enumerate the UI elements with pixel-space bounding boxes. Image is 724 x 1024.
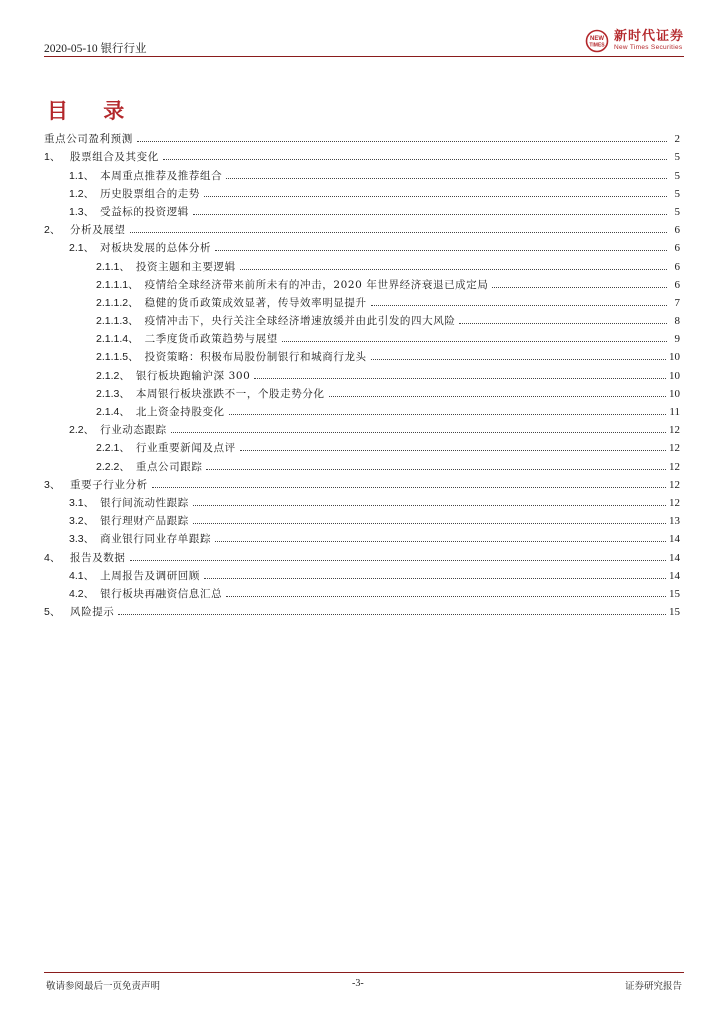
toc-entry-number: 2.1.1.1、 bbox=[96, 278, 139, 291]
toc-title: 目 录 bbox=[47, 99, 139, 123]
toc-entry[interactable] bbox=[44, 400, 680, 418]
toc-entry-number: 1.2、 bbox=[69, 187, 95, 200]
toc-leader-dots bbox=[171, 431, 666, 433]
toc-entry-title: 上周报告及调研回顾 bbox=[100, 569, 201, 582]
toc-entry[interactable] bbox=[44, 345, 680, 363]
toc-entry-title: 本周银行板块涨跌不一，个股走势分化 bbox=[135, 387, 325, 400]
toc-entry[interactable] bbox=[44, 291, 680, 309]
toc-entry[interactable] bbox=[44, 309, 680, 327]
toc-entry-title: 银行板块再融资信息汇总 bbox=[100, 587, 223, 600]
toc-entry[interactable] bbox=[44, 454, 680, 472]
toc-leader-dots bbox=[371, 358, 666, 360]
footer-divider bbox=[44, 972, 684, 973]
toc-entry-number: 2.1.1.4、 bbox=[96, 333, 139, 346]
toc-entry-page: 12 bbox=[669, 424, 680, 437]
toc-entry[interactable] bbox=[44, 145, 680, 163]
toc-entry-number: 4.2、 bbox=[69, 587, 95, 600]
toc-entry-title: 疫情给全球经济带来前所未有的冲击，2020 年世界经济衰退已成定局 bbox=[144, 278, 489, 291]
toc-entry[interactable] bbox=[44, 273, 680, 291]
toc-entry-title: 股票组合及其变化 bbox=[70, 151, 159, 164]
toc-entry-title: 银行板块跑输沪深 300 bbox=[135, 369, 251, 382]
toc-entry-page: 6 bbox=[674, 242, 680, 255]
toc-entry-page: 5 bbox=[674, 205, 680, 218]
toc-entry-number: 3、 bbox=[44, 478, 61, 491]
toc-entry-title: 投资策略：积极布局股份制银行和城商行龙头 bbox=[144, 351, 367, 364]
toc-entry-title: 报告及数据 bbox=[70, 551, 126, 564]
toc-entry-number: 1.1、 bbox=[69, 169, 95, 182]
toc-entry-number: 1.3、 bbox=[69, 205, 95, 218]
toc-entry[interactable] bbox=[44, 200, 680, 218]
toc-entry-page: 12 bbox=[669, 478, 680, 491]
toc-entry-number: 4.1、 bbox=[69, 569, 95, 582]
toc-entry[interactable] bbox=[44, 600, 680, 618]
toc-entry[interactable] bbox=[44, 418, 680, 436]
toc-entry-page: 5 bbox=[674, 187, 680, 200]
toc-leader-dots bbox=[459, 322, 667, 324]
toc-leader-dots bbox=[492, 286, 667, 288]
toc-entry[interactable] bbox=[44, 363, 680, 381]
logo-name-cn: 新时代证券 bbox=[613, 29, 684, 44]
toc-entry-title: 分析及展望 bbox=[70, 224, 126, 237]
toc-entry-number: 4、 bbox=[44, 551, 61, 564]
toc-leader-dots bbox=[329, 395, 666, 397]
toc-entry[interactable] bbox=[44, 163, 680, 181]
toc-entry-page: 5 bbox=[674, 151, 680, 164]
toc-entry-page: 12 bbox=[669, 442, 680, 455]
toc-entry-number: 2.1.3、 bbox=[96, 387, 130, 400]
footer-disclaimer-link: 敬请参阅最后一页免责声明 bbox=[46, 981, 161, 992]
toc-entry-page: 15 bbox=[669, 606, 680, 619]
toc-entry-number: 2.2.1、 bbox=[96, 442, 130, 455]
toc-entry-title: 风险提示 bbox=[70, 606, 115, 619]
toc-leader-dots bbox=[163, 158, 667, 160]
toc-leader-dots bbox=[226, 595, 666, 597]
toc-entry-page: 15 bbox=[669, 587, 680, 600]
toc-entry-title: 本周重点推荐及推荐组合 bbox=[100, 169, 223, 182]
toc-entry-title: 受益标的投资逻辑 bbox=[100, 205, 189, 218]
toc-leader-dots bbox=[130, 559, 667, 561]
toc-entry[interactable] bbox=[44, 527, 680, 545]
toc-entry[interactable] bbox=[44, 327, 680, 345]
toc-entry-page: 14 bbox=[669, 533, 680, 546]
toc-entry[interactable] bbox=[44, 473, 680, 491]
table-of-contents bbox=[44, 127, 680, 618]
toc-entry[interactable] bbox=[44, 545, 680, 563]
toc-entry[interactable] bbox=[44, 382, 680, 400]
toc-leader-dots bbox=[206, 468, 666, 470]
toc-leader-dots bbox=[254, 377, 666, 379]
toc-entry-page: 13 bbox=[669, 515, 680, 528]
toc-entry-title: 行业动态跟踪 bbox=[100, 424, 167, 437]
toc-leader-dots bbox=[130, 231, 668, 233]
toc-entry-title: 银行间流动性跟踪 bbox=[100, 496, 189, 509]
toc-entry-page: 2 bbox=[674, 133, 680, 146]
toc-leader-dots bbox=[240, 449, 666, 451]
toc-entry-page: 7 bbox=[674, 296, 680, 309]
toc-entry-number: 3.3、 bbox=[69, 533, 95, 546]
toc-leader-dots bbox=[240, 268, 667, 270]
toc-leader-dots bbox=[137, 140, 667, 142]
page-number: -3- bbox=[352, 978, 364, 989]
toc-entry-title: 重点公司跟踪 bbox=[135, 460, 203, 473]
toc-entry-number: 2.2、 bbox=[69, 424, 95, 437]
toc-entry-title: 二季度货币政策趋势与展望 bbox=[144, 333, 278, 346]
toc-entry-number: 2.1.1.3、 bbox=[96, 315, 139, 328]
toc-leader-dots bbox=[118, 613, 666, 615]
toc-entry-number: 3.2、 bbox=[69, 515, 95, 528]
toc-entry-page: 11 bbox=[669, 406, 680, 418]
toc-entry-title: 行业重要新闻及点评 bbox=[135, 442, 236, 455]
toc-leader-dots bbox=[204, 195, 667, 197]
toc-entry-number: 2.1、 bbox=[69, 242, 95, 255]
toc-entry[interactable] bbox=[44, 436, 680, 454]
toc-entry-page: 6 bbox=[674, 224, 680, 237]
company-logo bbox=[584, 28, 684, 54]
toc-entry-title: 对板块发展的总体分析 bbox=[100, 242, 212, 255]
toc-entry-page: 10 bbox=[669, 369, 680, 382]
toc-entry[interactable] bbox=[44, 218, 680, 236]
toc-entry-number: 2.1.4、 bbox=[96, 406, 130, 418]
toc-entry[interactable] bbox=[44, 564, 680, 582]
toc-entry-number: 3.1、 bbox=[69, 496, 95, 509]
toc-entry-number: 2.1.2、 bbox=[96, 369, 130, 382]
toc-leader-dots bbox=[371, 304, 667, 306]
toc-entry-title: 投资主题和主要逻辑 bbox=[135, 260, 236, 273]
toc-entry-title: 重点公司盈利预测 bbox=[44, 133, 133, 146]
toc-entry-page: 6 bbox=[674, 260, 680, 273]
toc-entry[interactable] bbox=[44, 491, 680, 509]
toc-entry-number: 2、 bbox=[44, 224, 61, 237]
toc-leader-dots bbox=[215, 249, 667, 251]
toc-entry[interactable] bbox=[44, 236, 680, 254]
toc-entry-title: 重要子行业分析 bbox=[70, 478, 148, 491]
toc-leader-dots bbox=[204, 577, 666, 579]
toc-entry[interactable] bbox=[44, 582, 680, 600]
toc-entry-title: 银行理财产品跟踪 bbox=[100, 515, 189, 528]
toc-entry-number: 2.2.2、 bbox=[96, 460, 130, 473]
toc-entry-title: 历史股票组合的走势 bbox=[100, 187, 201, 200]
toc-entry-page: 10 bbox=[669, 387, 680, 400]
toc-entry[interactable] bbox=[44, 182, 680, 200]
toc-entry-number: 2.1.1、 bbox=[96, 260, 130, 273]
toc-entry-page: 9 bbox=[674, 333, 680, 346]
toc-leader-dots bbox=[226, 177, 667, 179]
toc-entry-page: 14 bbox=[669, 551, 680, 564]
toc-leader-dots bbox=[282, 340, 667, 342]
logo-mark-top: NEW bbox=[589, 36, 604, 42]
toc-entry-number: 5、 bbox=[44, 606, 61, 619]
toc-leader-dots bbox=[152, 486, 666, 488]
toc-entry-title: 商业银行同业存单跟踪 bbox=[100, 533, 212, 546]
toc-entry-page: 12 bbox=[669, 460, 680, 473]
logo-mark-icon bbox=[584, 29, 610, 53]
toc-leader-dots bbox=[193, 213, 667, 215]
toc-entry-page: 12 bbox=[669, 496, 680, 509]
logo-name-en: New Times Securities bbox=[613, 44, 683, 51]
header-divider bbox=[44, 56, 684, 57]
footer-report-type: 证券研究报告 bbox=[624, 981, 682, 992]
toc-leader-dots bbox=[215, 540, 666, 542]
toc-entry-page: 8 bbox=[674, 315, 680, 328]
toc-entry[interactable] bbox=[44, 127, 680, 145]
toc-entry-number: 2.1.1.2、 bbox=[96, 296, 139, 309]
toc-entry-title: 稳健的货币政策成效显著，传导效率明显提升 bbox=[144, 296, 367, 309]
toc-leader-dots bbox=[229, 413, 667, 415]
toc-entry-number: 1、 bbox=[44, 151, 61, 164]
header-date-title: 2020-05-10 银行行业 bbox=[44, 43, 147, 55]
toc-entry-number: 2.1.1.5、 bbox=[96, 351, 139, 364]
toc-entry-page: 10 bbox=[669, 351, 680, 364]
toc-entry[interactable] bbox=[44, 509, 680, 527]
toc-leader-dots bbox=[193, 522, 666, 524]
logo-mark-bottom: TIMES bbox=[589, 42, 605, 49]
toc-entry-page: 5 bbox=[674, 169, 680, 182]
toc-entry[interactable] bbox=[44, 254, 680, 272]
toc-entry-title: 疫情冲击下，央行关注全球经济增速放缓并由此引发的四大风险 bbox=[144, 315, 456, 328]
toc-entry-page: 14 bbox=[669, 569, 680, 582]
toc-entry-title: 北上资金持股变化 bbox=[135, 406, 225, 418]
toc-entry-page: 6 bbox=[674, 278, 680, 291]
toc-leader-dots bbox=[193, 504, 666, 506]
